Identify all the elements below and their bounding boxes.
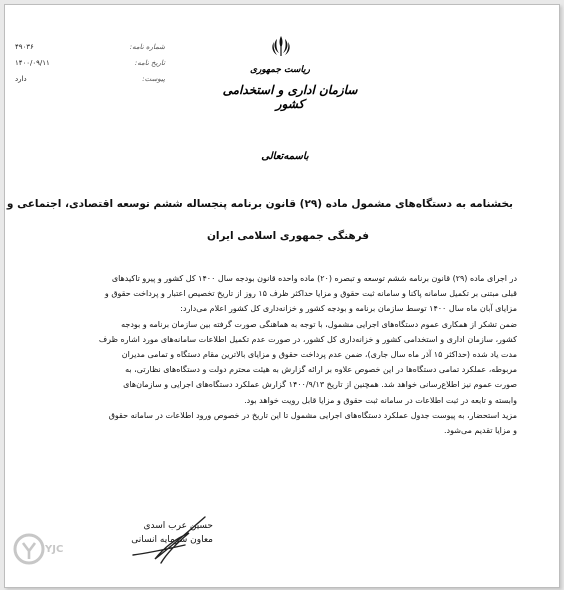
body-line: مزید استحضار، به پیوست جدول عملکرد دستگاه‌های اجرایی مشمول تا این تاریخ در خصوص ورود اطلاعات در سامانه حقوق <box>108 410 517 420</box>
body-line: ضمن تشکر از همکاری عموم دستگاه‌های اجرایی مشمول، با توجه به هماهنگی صورت گرفته بین سازمان برنامه و بودجه <box>121 319 517 329</box>
body-line: کشور، سازمان اداری و استخدامی کشور و خزانه‌داری کل کشور، در صورت عدم تکمیل اطلاعات سامانه‌های مورد اشاره ظرف <box>98 334 517 344</box>
org-presidency: ریاست جمهوری <box>249 65 311 75</box>
body-line: مربوطه، عملکرد تمامی دستگاه‌ها در این خصوص علاوه بر ارائه گزارش به هیئت محترم دولت و دستگاه‌های نظارتی، به <box>125 365 517 375</box>
meta-value: ۱۴۰۰/۰۹/۱۱ <box>15 59 50 67</box>
body-line: در اجرای ماده (۲۹) قانون برنامه ششم توسعه و تبصره (۲۰) ماده واحده قانون بودجه سال ۱۴۰۰ کل کشور و پیرو تاکیدهای <box>111 274 517 283</box>
bismillah-heading: باسمه‌تعالی <box>261 151 309 162</box>
document-page <box>4 4 560 588</box>
body-line: وابسته و تابعه در ثبت اطلاعات در سامانه ثبت حقوق و مزایا قابل رویت خواهد بود. <box>244 395 517 405</box>
meta-row-attachment <box>15 71 165 87</box>
yjc-watermark-logo <box>9 529 75 569</box>
body-line: و مزایا تقدیم می‌شود. <box>444 426 517 436</box>
meta-value: ۴۹۰۳۶ <box>15 43 34 51</box>
title-line: بخشنامه به دستگاه‌های مشمول ماده (۲۹) قانون برنامه پنجساله ششم توسعه اقتصادی، اجتماعی و <box>6 198 513 210</box>
letter-meta <box>15 39 165 87</box>
signer-position: معاون سرمایه انسانی <box>131 535 213 545</box>
org-name: سازمان اداری و استخدامی کشور <box>222 83 358 111</box>
watermark-text: YJC <box>45 544 64 555</box>
body-line: قبلی مبتنی بر تکمیل سامانه پاکنا و سامانه ثبت حقوق و مزایا حداکثر ظرف ۱۵ روز از تاریخ تخصیص اعتبار و پرداخت حقوق و <box>104 289 517 299</box>
meta-label: شماره نامه: <box>129 43 165 51</box>
body-line: صورت عموم نیز اطلاع‌رسانی خواهد شد. همچنین از تاریخ ۱۴۰۰/۹/۱۳ گزارش عملکرد دستگاه‌های اجرایی و سازمان‌های <box>123 380 517 390</box>
body-line: مدت یاد شده (حداکثر ۱۵ آذر ماه سال جاری)، ضمن عدم پرداخت حقوق و مزایای بالاترین مقام دستگاه و تمامی مدیران <box>121 350 517 360</box>
document-title <box>6 188 513 252</box>
handwritten-signature <box>93 509 223 569</box>
meta-row-date <box>15 55 165 71</box>
meta-row-number <box>15 39 165 55</box>
title-line: فرهنگی جمهوری اسلامی ایران <box>206 230 370 242</box>
meta-value: دارد <box>15 75 27 83</box>
meta-label: پیوست: <box>142 75 165 83</box>
body-line: مزایای آبان ماه سال ۱۴۰۰ توسط سازمان برنامه و بودجه کشور و خزانه‌داری کل کشور اعلام می‌دارد: <box>180 304 517 314</box>
signature-block <box>93 521 213 545</box>
signer-name: حسین عرب اسدی <box>143 521 213 531</box>
document-body <box>25 271 517 438</box>
iran-emblem-icon <box>268 33 294 59</box>
meta-label: تاریخ نامه: <box>134 59 165 67</box>
